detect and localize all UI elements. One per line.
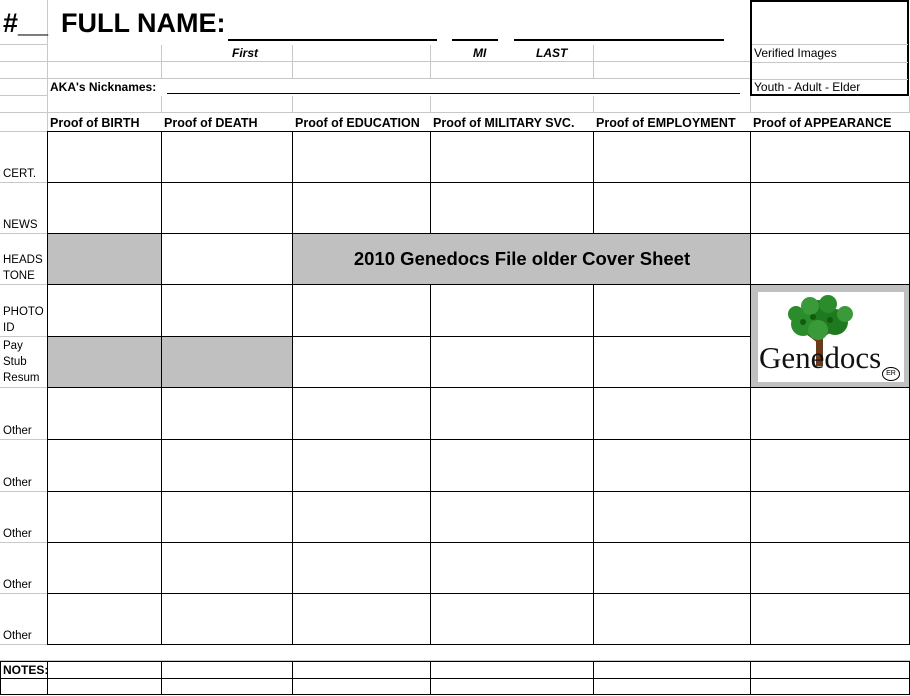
grid-vline xyxy=(593,284,594,645)
grid-hline xyxy=(47,182,910,183)
row-label: HEADS TONE xyxy=(3,254,43,282)
grid-vline xyxy=(47,131,48,645)
column-header: Proof of MILITARY SVC. xyxy=(433,116,575,130)
grid-cell xyxy=(0,96,48,113)
grid-hline xyxy=(47,284,910,285)
grid-cell xyxy=(0,182,47,183)
grid-cell xyxy=(0,113,48,132)
grid-cell xyxy=(293,45,431,62)
grid-cell xyxy=(0,79,48,96)
genedocs-logo xyxy=(758,292,904,382)
column-header: Proof of APPEARANCE xyxy=(753,116,892,130)
grid-cell xyxy=(594,45,751,62)
notes-top-border xyxy=(0,661,910,662)
notes-label: NOTES: xyxy=(3,663,49,677)
mi-label: MI xyxy=(473,46,487,60)
grid-cell xyxy=(162,96,293,113)
grid-cell xyxy=(0,491,47,492)
grid-hline xyxy=(47,233,910,234)
row-label: Other xyxy=(3,630,32,642)
grid-cell xyxy=(162,62,293,79)
first-name-line[interactable] xyxy=(228,39,437,41)
notes-vline xyxy=(750,661,751,695)
column-header: Proof of EMPLOYMENT xyxy=(596,116,736,130)
notes-mid-border xyxy=(0,678,910,679)
grid-hline xyxy=(47,131,910,132)
row-label: Other xyxy=(3,425,32,437)
number-label: #__ xyxy=(3,8,49,38)
age-range-label: Youth - Adult - Elder xyxy=(754,80,861,94)
grid-cell xyxy=(48,96,162,113)
grid-vline xyxy=(292,131,293,645)
row-label: NEWS xyxy=(3,219,38,231)
aka-label: AKA's Nicknames: xyxy=(50,80,157,94)
grid-cell xyxy=(431,45,594,62)
grid-hline xyxy=(47,542,910,543)
first-label: First xyxy=(232,46,259,60)
spacer-row xyxy=(0,644,910,661)
aka-line[interactable] xyxy=(167,93,740,94)
grid-cell xyxy=(48,45,162,62)
notes-vline xyxy=(593,661,594,695)
row-label: PHOTO ID xyxy=(3,306,44,334)
column-header: Proof of EDUCATION xyxy=(295,116,420,130)
last-label: LAST xyxy=(536,46,568,60)
row-label: Other xyxy=(3,579,32,591)
middle-initial-line[interactable] xyxy=(452,39,498,41)
notes-vline xyxy=(0,661,1,695)
full-name-label: FULL NAME: xyxy=(61,8,226,38)
grid-hline xyxy=(47,336,751,337)
grid-hline xyxy=(47,491,910,492)
grid-cell xyxy=(431,62,594,79)
grid-cell xyxy=(48,62,162,79)
notes-vline xyxy=(292,661,293,695)
grid-cell xyxy=(0,284,47,285)
row-label: CERT. xyxy=(3,168,37,180)
grid-vline xyxy=(430,284,431,645)
grid-cell xyxy=(162,45,293,62)
grid-cell xyxy=(0,45,48,62)
grid-cell xyxy=(0,593,47,594)
verified-images-label: Verified Images xyxy=(754,46,837,60)
grid-cell xyxy=(0,542,47,543)
grid-cell xyxy=(293,96,431,113)
grid-cell xyxy=(0,439,47,440)
column-header: Proof of BIRTH xyxy=(50,116,140,130)
shaded-cell xyxy=(48,233,162,284)
box-divider xyxy=(752,44,908,45)
grid-cell xyxy=(594,96,751,113)
grid-vline xyxy=(750,131,751,645)
grid-cell xyxy=(0,233,47,234)
grid-cell xyxy=(594,62,751,79)
row-label: Pay Stub Resum xyxy=(3,340,40,384)
row-label: Other xyxy=(3,528,32,540)
grid-cell xyxy=(431,96,594,113)
grid-hline xyxy=(47,593,910,594)
column-header: Proof of DEATH xyxy=(164,116,258,130)
grid-cell xyxy=(0,336,47,337)
grid-hline xyxy=(47,387,910,388)
notes-vline xyxy=(161,661,162,695)
grid-vline xyxy=(161,131,162,645)
grid-cell xyxy=(293,62,431,79)
banner-title: 2010 Genedocs File older Cover Sheet xyxy=(353,248,691,269)
grid-cell xyxy=(751,96,910,113)
notes-vline xyxy=(430,661,431,695)
grid-cell xyxy=(0,62,48,79)
logo-badge: ER xyxy=(882,367,900,381)
grid-hline xyxy=(47,439,910,440)
last-name-line[interactable] xyxy=(514,39,724,41)
grid-cell xyxy=(0,387,47,388)
box-divider xyxy=(752,62,908,63)
shaded-cell xyxy=(48,336,293,387)
row-label: Other xyxy=(3,477,32,489)
logo-text: Genedocs xyxy=(759,340,882,375)
notes-bottom-border xyxy=(0,694,910,695)
